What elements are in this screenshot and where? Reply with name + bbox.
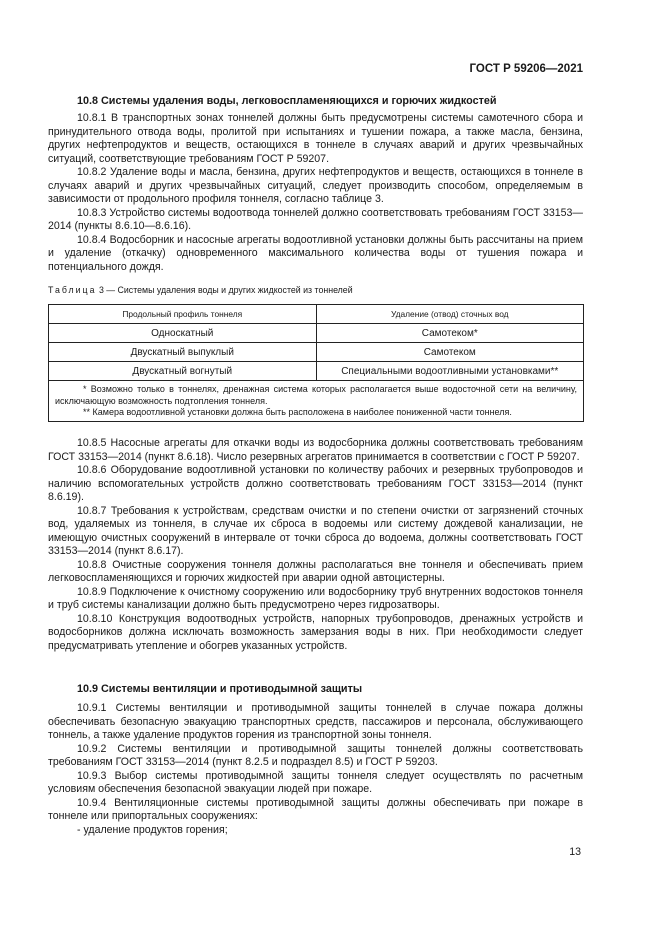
paragraph-10-8-4: 10.8.4 Водосборник и насосные агрегаты водоотливной установки должны быть рассчитаны на прием и удаление (откачку) одновременного максимального количества воды от тушения пожара и потенциального дождя. xyxy=(48,233,583,273)
paragraph-10-8-3: 10.8.3 Устройство системы водоотвода тоннелей должно соответствовать требованиям ГОСТ 33153—2014 (пункты 8.6.10—8.6.16). xyxy=(48,206,583,232)
section-10-9-title: 10.9 Системы вентиляции и противодымной защиты xyxy=(77,683,363,695)
paragraph-10-8-10: 10.8.10 Конструкция водоотводных устройств, напорных трубопроводов, дренажных устройств и водосборников должна исключать возможность замерзания воды в них. При необходимости следует предусматривать утепление и обогрев указанных устройств. xyxy=(48,612,583,652)
paragraph-10-8-7: 10.8.7 Требования к устройствам, средствам очистки и по степени очистки от загрязнений сточных вод, удаляемых из тоннеля, в случае их сброса в водоемы или систему дождевой канализации, не имеющую очистных сооружений в интервале от точки сброса до водоема, должны соответствовать ГОСТ 33153—2014 (пункт 8.6.17). xyxy=(48,504,583,557)
document-code-header: ГОСТ Р 59206—2021 xyxy=(469,63,583,75)
paragraph-10-8-2: 10.8.2 Удаление воды и масла, бензина, других нефтепродуктов и веществ, остающихся в тоннеле в случаях аварий и других чрезвычайных ситуаций, следует производить способом, определяемым в зависимости от продольного профиля тоннеля, согласно таблице 3. xyxy=(48,166,583,205)
paragraph-10-8-6: 10.8.6 Оборудование водоотливной установки по количеству рабочих и резервных трубопроводов и наличию вспомогательных устройств должно соответствовать требованиям ГОСТ 33153—2014 (пункт 8.6.19). xyxy=(48,464,583,503)
paragraph-10-8-8: 10.8.8 Очистные сооружения тоннеля должны располагаться вне тоннеля и обеспечивать прием легковоспламеняющихся и горючих жидкостей при аварии одной автоцистерны. xyxy=(48,558,583,584)
table-caption-prefix: Таблица xyxy=(48,285,97,295)
page-number: 13 xyxy=(569,846,581,858)
paragraph-10-8-5: 10.8.5 Насосные агрегаты для откачки воды из водосборника должны соответствовать требованиям ГОСТ 33153—2014 (пункт 8.6.18). Число резервных агрегатов принимается в соответствии с ГОСТ Р 59207. xyxy=(48,437,583,463)
table-cell-profile: Двускатный вогнутый xyxy=(49,362,317,381)
table-cell-removal: Специальными водоотливными установками** xyxy=(316,362,584,381)
table-row xyxy=(49,324,584,343)
table-header-removal: Удаление (отвод) сточных вод xyxy=(316,305,584,324)
table-header-row xyxy=(49,305,584,324)
paragraph-10-9-3: 10.9.3 Выбор системы противодымной защиты тоннеля следует осуществлять по расчетным условиям обеспечения безопасной эвакуации людей при пожаре. xyxy=(48,769,583,795)
paragraph-10-9-1: 10.9.1 Системы вентиляции и противодымной защиты тоннелей в случае пожара должны обеспечивать безопасную эвакуацию транспортных средств, пассажиров и персонала, обслуживающего тоннель, а также удаление продуктов горения из транспортной зоны тоннеля. xyxy=(48,702,583,741)
table-note-2: ** Камера водоотливной установки должна быть расположена в наиболее пониженной части тоннеля. xyxy=(83,407,512,417)
table-note-1: * Возможно только в тоннелях, дренажная система которых располагается выше водосточной сети на величину, исключающую возможность подтопления тоннеля. xyxy=(55,384,577,406)
table-cell-profile: Односкатный xyxy=(49,324,317,343)
paragraph-10-8-1: 10.8.1 В транспортных зонах тоннелей должны быть предусмотрены системы самотечного сбора и принудительного отвода воды, пролитой при испытаниях и тушении пожара, а также масла, бензина, других нефтепродуктов и веществ, остающихся в тоннеле в случаях аварий и других чрезвычайных ситуаций, соответствующие требованиям ГОСТ Р 59207. xyxy=(48,112,583,165)
table-notes-row xyxy=(49,381,584,422)
paragraph-10-9-4: 10.9.4 Вентиляционные системы противодымной защиты должны обеспечивать при пожаре в тоннеле или припортальных сооружениях: xyxy=(48,796,583,822)
table-caption-text: 3 — Системы удаления воды и других жидкостей из тоннелей xyxy=(98,285,353,295)
section-10-8-title: 10.8 Системы удаления воды, легковоспламеняющихся и горючих жидкостей xyxy=(77,95,497,107)
paragraph-10-9-2: 10.9.2 Системы вентиляции и противодымной защиты тоннелей должны соответствовать требованиям ГОСТ 33153—2014 (пункт 8.2.5 и подраздел 8.5) и ГОСТ Р 59203. xyxy=(48,742,583,768)
table-cell-removal: Самотеком* xyxy=(316,324,584,343)
table-3-caption xyxy=(48,285,353,295)
table-cell-removal: Самотеком xyxy=(316,343,584,362)
table-row xyxy=(49,343,584,362)
table-notes xyxy=(49,381,584,422)
table-row xyxy=(49,362,584,381)
table-3 xyxy=(48,304,584,422)
section-10-8-body xyxy=(48,112,583,274)
table-header-profile: Продольный профиль тоннеля xyxy=(49,305,317,324)
list-item-removal: - удаление продуктов горения; xyxy=(77,823,228,836)
section-10-8-continued-body xyxy=(48,437,583,653)
paragraph-10-8-9: 10.8.9 Подключение к очистному сооружению или водосборнику труб внутренних водостоков тоннеля и труб системы канализации должно быть предусмотрено через гидрозатворы. xyxy=(48,585,583,611)
table-cell-profile: Двускатный выпуклый xyxy=(49,343,317,362)
section-10-9-body xyxy=(48,702,583,837)
